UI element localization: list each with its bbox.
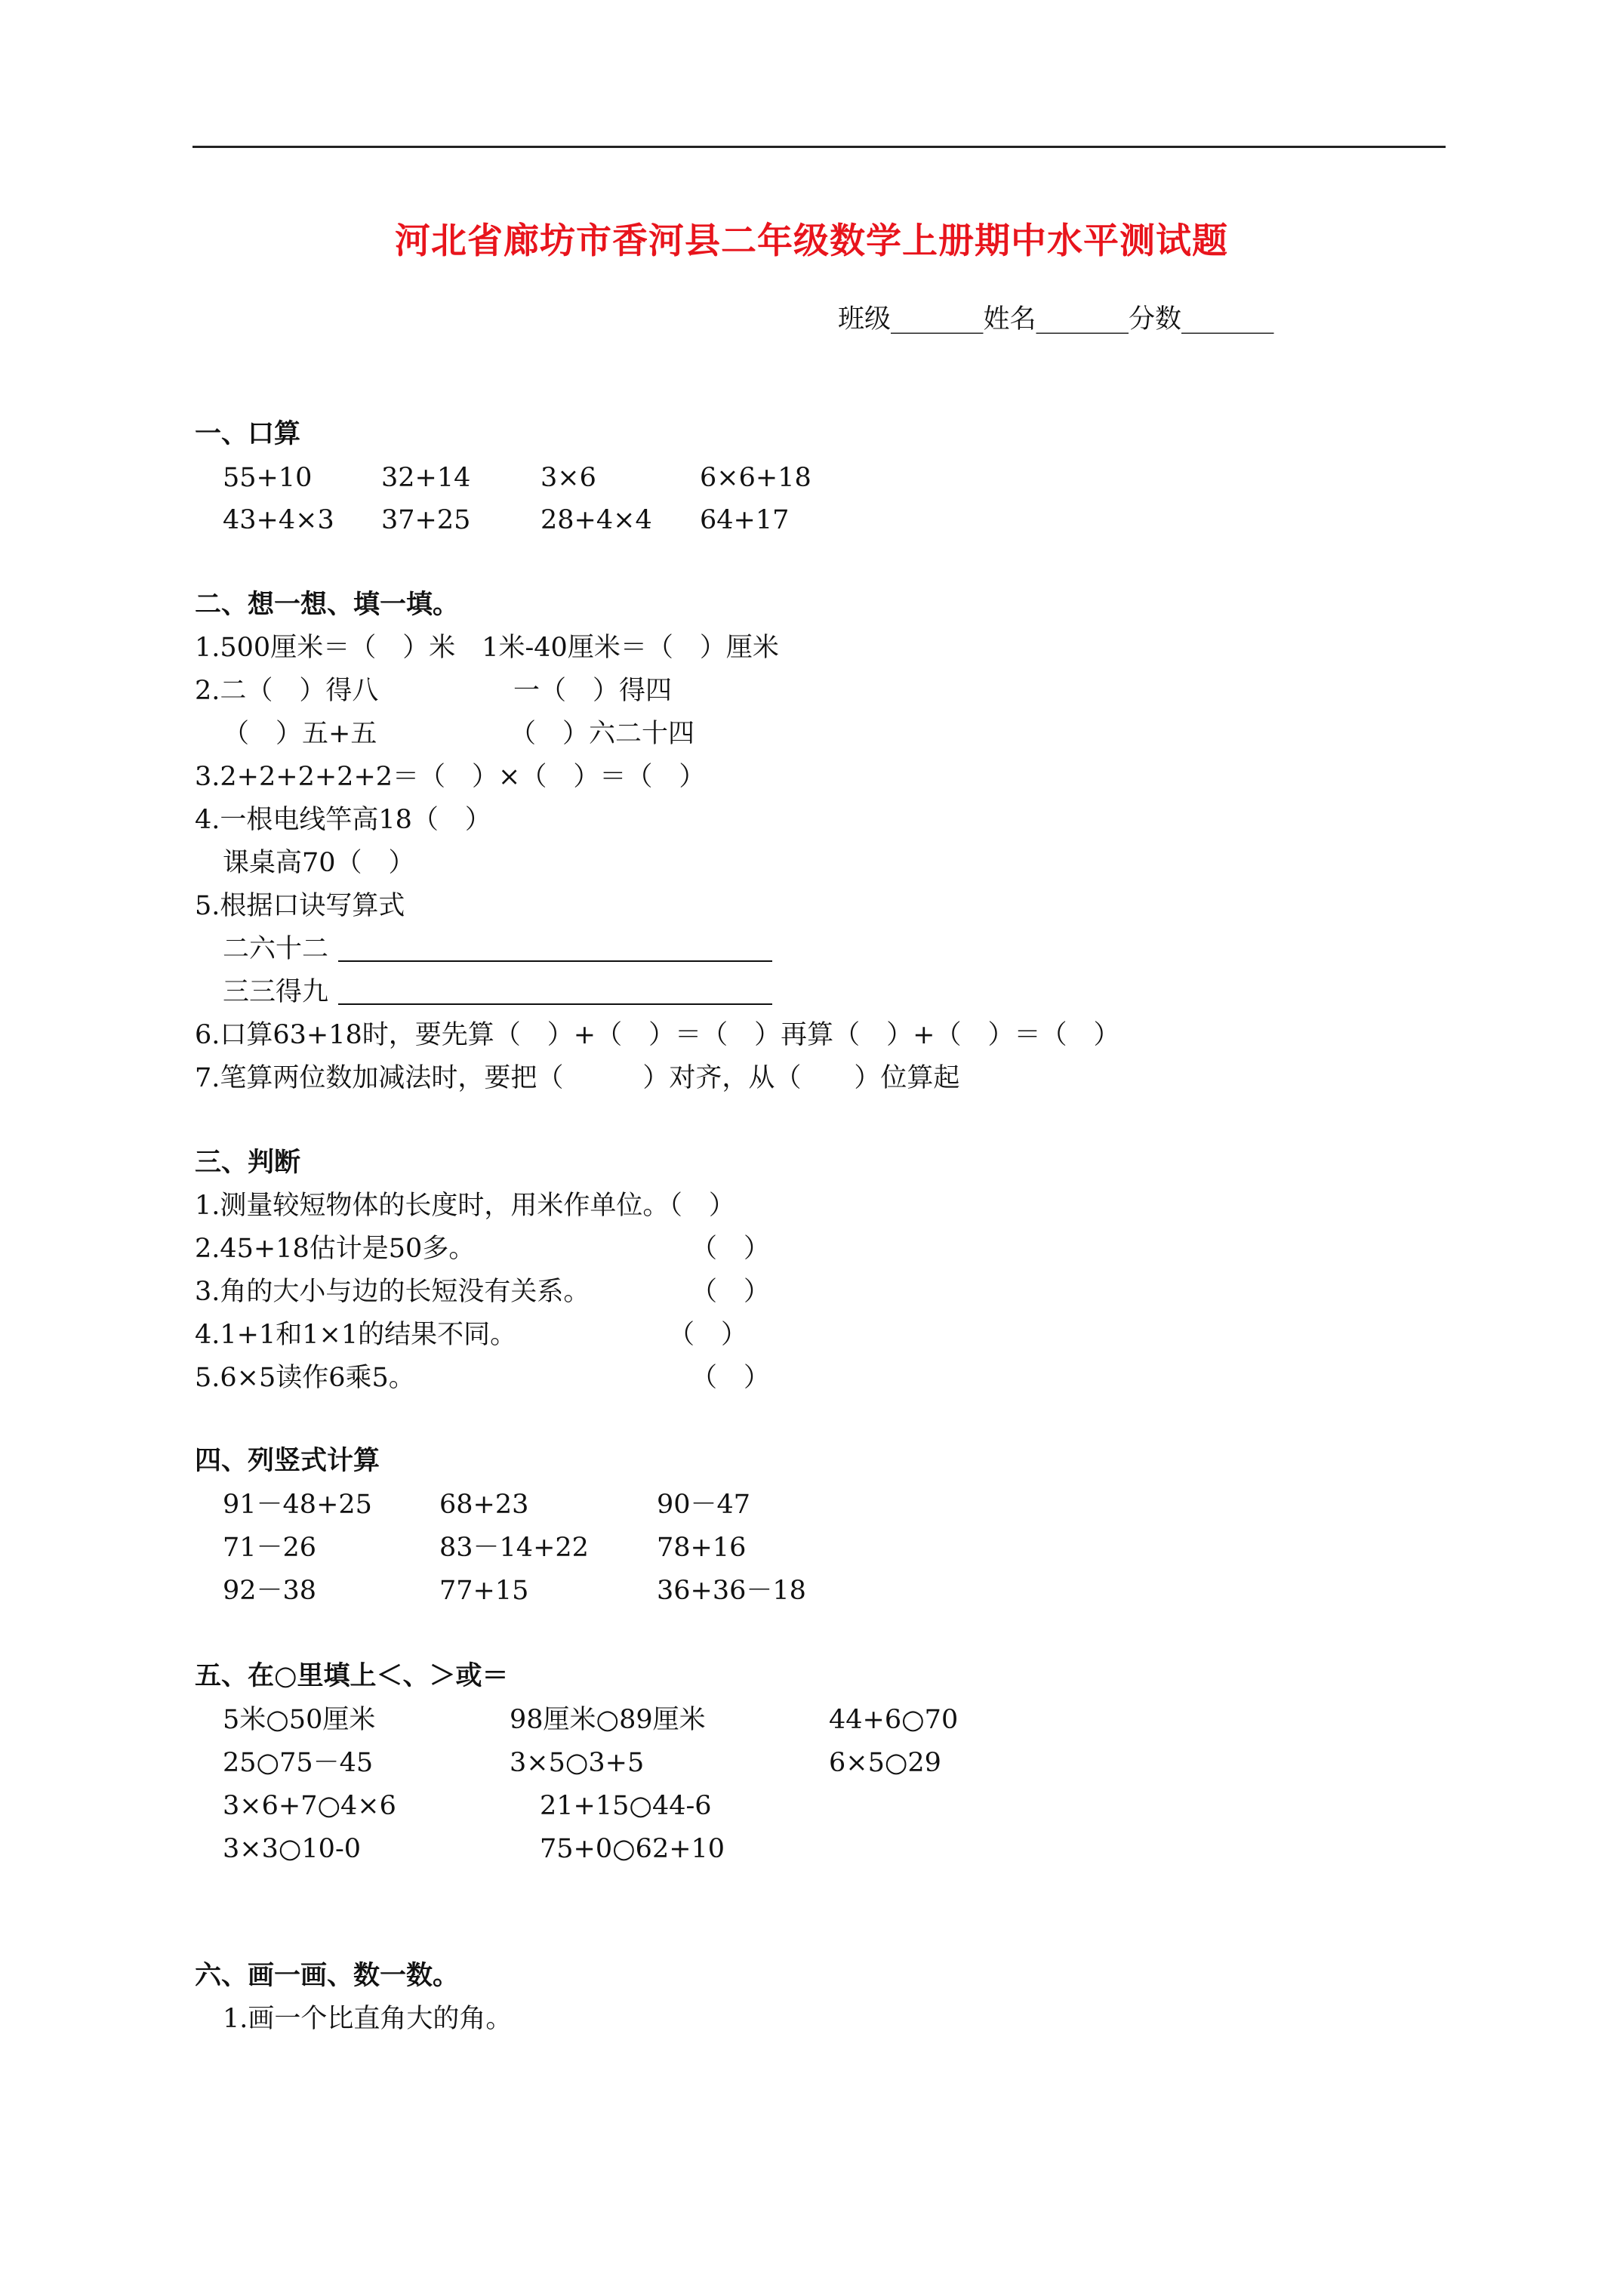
s2-question-5: 5.根据口诀写算式 bbox=[195, 891, 405, 921]
s4-item: 83－14+22 bbox=[439, 1533, 589, 1563]
s6-question-1: 1.画一个比直角大的角。 bbox=[223, 2004, 513, 2034]
page-title: 河北省廊坊市香河县二年级数学上册期中水平测试题 bbox=[395, 220, 1228, 262]
top-rule bbox=[192, 146, 1446, 148]
s2-question-6: 6.口算63+18时，要先算（ ）+（ ）＝（ ）再算（ ）+（ ）＝（ ） bbox=[195, 1020, 1120, 1050]
s5-item: 6×5○29 bbox=[829, 1748, 941, 1778]
section-6-heading: 六、画一画、数一数。 bbox=[195, 1961, 460, 1991]
s5-item: 3×6+7○4×6 bbox=[223, 1791, 396, 1821]
s5-item: 25○75－45 bbox=[223, 1748, 374, 1778]
section-5-heading: 五、在○里填上＜、＞或＝ bbox=[195, 1661, 509, 1691]
s4-item: 78+16 bbox=[657, 1533, 747, 1563]
s2-question-2a: 2.二（ ）得八 bbox=[195, 676, 379, 706]
s4-item: 91－48+25 bbox=[223, 1490, 372, 1520]
s2-question-2b: 一（ ）得四 bbox=[513, 676, 673, 706]
s1-item: 55+10 bbox=[223, 463, 313, 493]
section-2-heading: 二、想一想、填一填。 bbox=[195, 590, 460, 620]
s4-item: 90－47 bbox=[657, 1490, 751, 1520]
s5-item: 21+15○44-6 bbox=[540, 1791, 712, 1821]
s3-paren: （ ） bbox=[691, 1277, 771, 1307]
answer-line[interactable] bbox=[338, 1003, 772, 1005]
section-1-heading: 一、口算 bbox=[195, 419, 301, 449]
answer-line[interactable] bbox=[338, 960, 772, 962]
s1-item: 3×6 bbox=[540, 463, 596, 493]
s4-item: 68+23 bbox=[439, 1490, 529, 1520]
section-4-heading: 四、列竖式计算 bbox=[195, 1446, 380, 1476]
s5-item: 44+6○70 bbox=[829, 1705, 959, 1735]
s2-question-2d: （ ）六二十四 bbox=[510, 719, 695, 749]
s1-item: 43+4×3 bbox=[223, 505, 334, 535]
s2-question-5b: 三三得九 bbox=[223, 977, 329, 1007]
s3-paren: （ ） bbox=[691, 1234, 771, 1264]
s3-item-4: 4.1+1和1×1的结果不同。 bbox=[195, 1320, 517, 1350]
s3-paren: （ ） bbox=[668, 1320, 748, 1350]
s2-question-4a: 4.一根电线竿高18（ ） bbox=[195, 805, 491, 835]
section-3-heading: 三、判断 bbox=[195, 1148, 301, 1178]
s2-question-1: 1.500厘米＝（ ）米 1米-40厘米＝（ ）厘米 bbox=[195, 633, 779, 663]
s2-question-2c: （ ）五+五 bbox=[223, 719, 377, 749]
student-info-line: 班级_______姓名_______分数_______ bbox=[838, 304, 1274, 334]
s5-item: 3×3○10-0 bbox=[223, 1834, 362, 1864]
s3-item-2: 2.45+18估计是50多。 bbox=[195, 1234, 476, 1264]
s5-item: 98厘米○89厘米 bbox=[510, 1705, 706, 1735]
s1-item: 32+14 bbox=[381, 463, 471, 493]
s2-question-5a: 二六十二 bbox=[223, 934, 329, 964]
s5-item: 3×5○3+5 bbox=[510, 1748, 645, 1778]
s5-item: 75+0○62+10 bbox=[540, 1834, 725, 1864]
s3-item-3: 3.角的大小与边的长短没有关系。 bbox=[195, 1277, 590, 1307]
s3-item-1: 1.测量较短物体的长度时，用米作单位。（ ） bbox=[195, 1191, 735, 1221]
s4-item: 92－38 bbox=[223, 1576, 317, 1606]
s1-item: 28+4×4 bbox=[540, 505, 652, 535]
s4-item: 36+36－18 bbox=[657, 1576, 806, 1606]
s4-item: 71－26 bbox=[223, 1533, 317, 1563]
s2-question-4b: 课桌高70（ ） bbox=[223, 848, 415, 878]
s1-item: 37+25 bbox=[381, 505, 471, 535]
s4-item: 77+15 bbox=[439, 1576, 529, 1606]
s1-item: 6×6+18 bbox=[700, 463, 812, 493]
s5-item: 5米○50厘米 bbox=[223, 1705, 376, 1735]
s2-question-7: 7.笔算两位数加减法时，要把（ ）对齐，从（ ）位算起 bbox=[195, 1063, 960, 1093]
s2-question-3: 3.2+2+2+2+2＝（ ）×（ ）＝（ ） bbox=[195, 762, 706, 792]
s3-paren: （ ） bbox=[691, 1363, 771, 1393]
s3-item-5: 5.6×5读作6乘5。 bbox=[195, 1363, 415, 1393]
s1-item: 64+17 bbox=[700, 505, 790, 535]
